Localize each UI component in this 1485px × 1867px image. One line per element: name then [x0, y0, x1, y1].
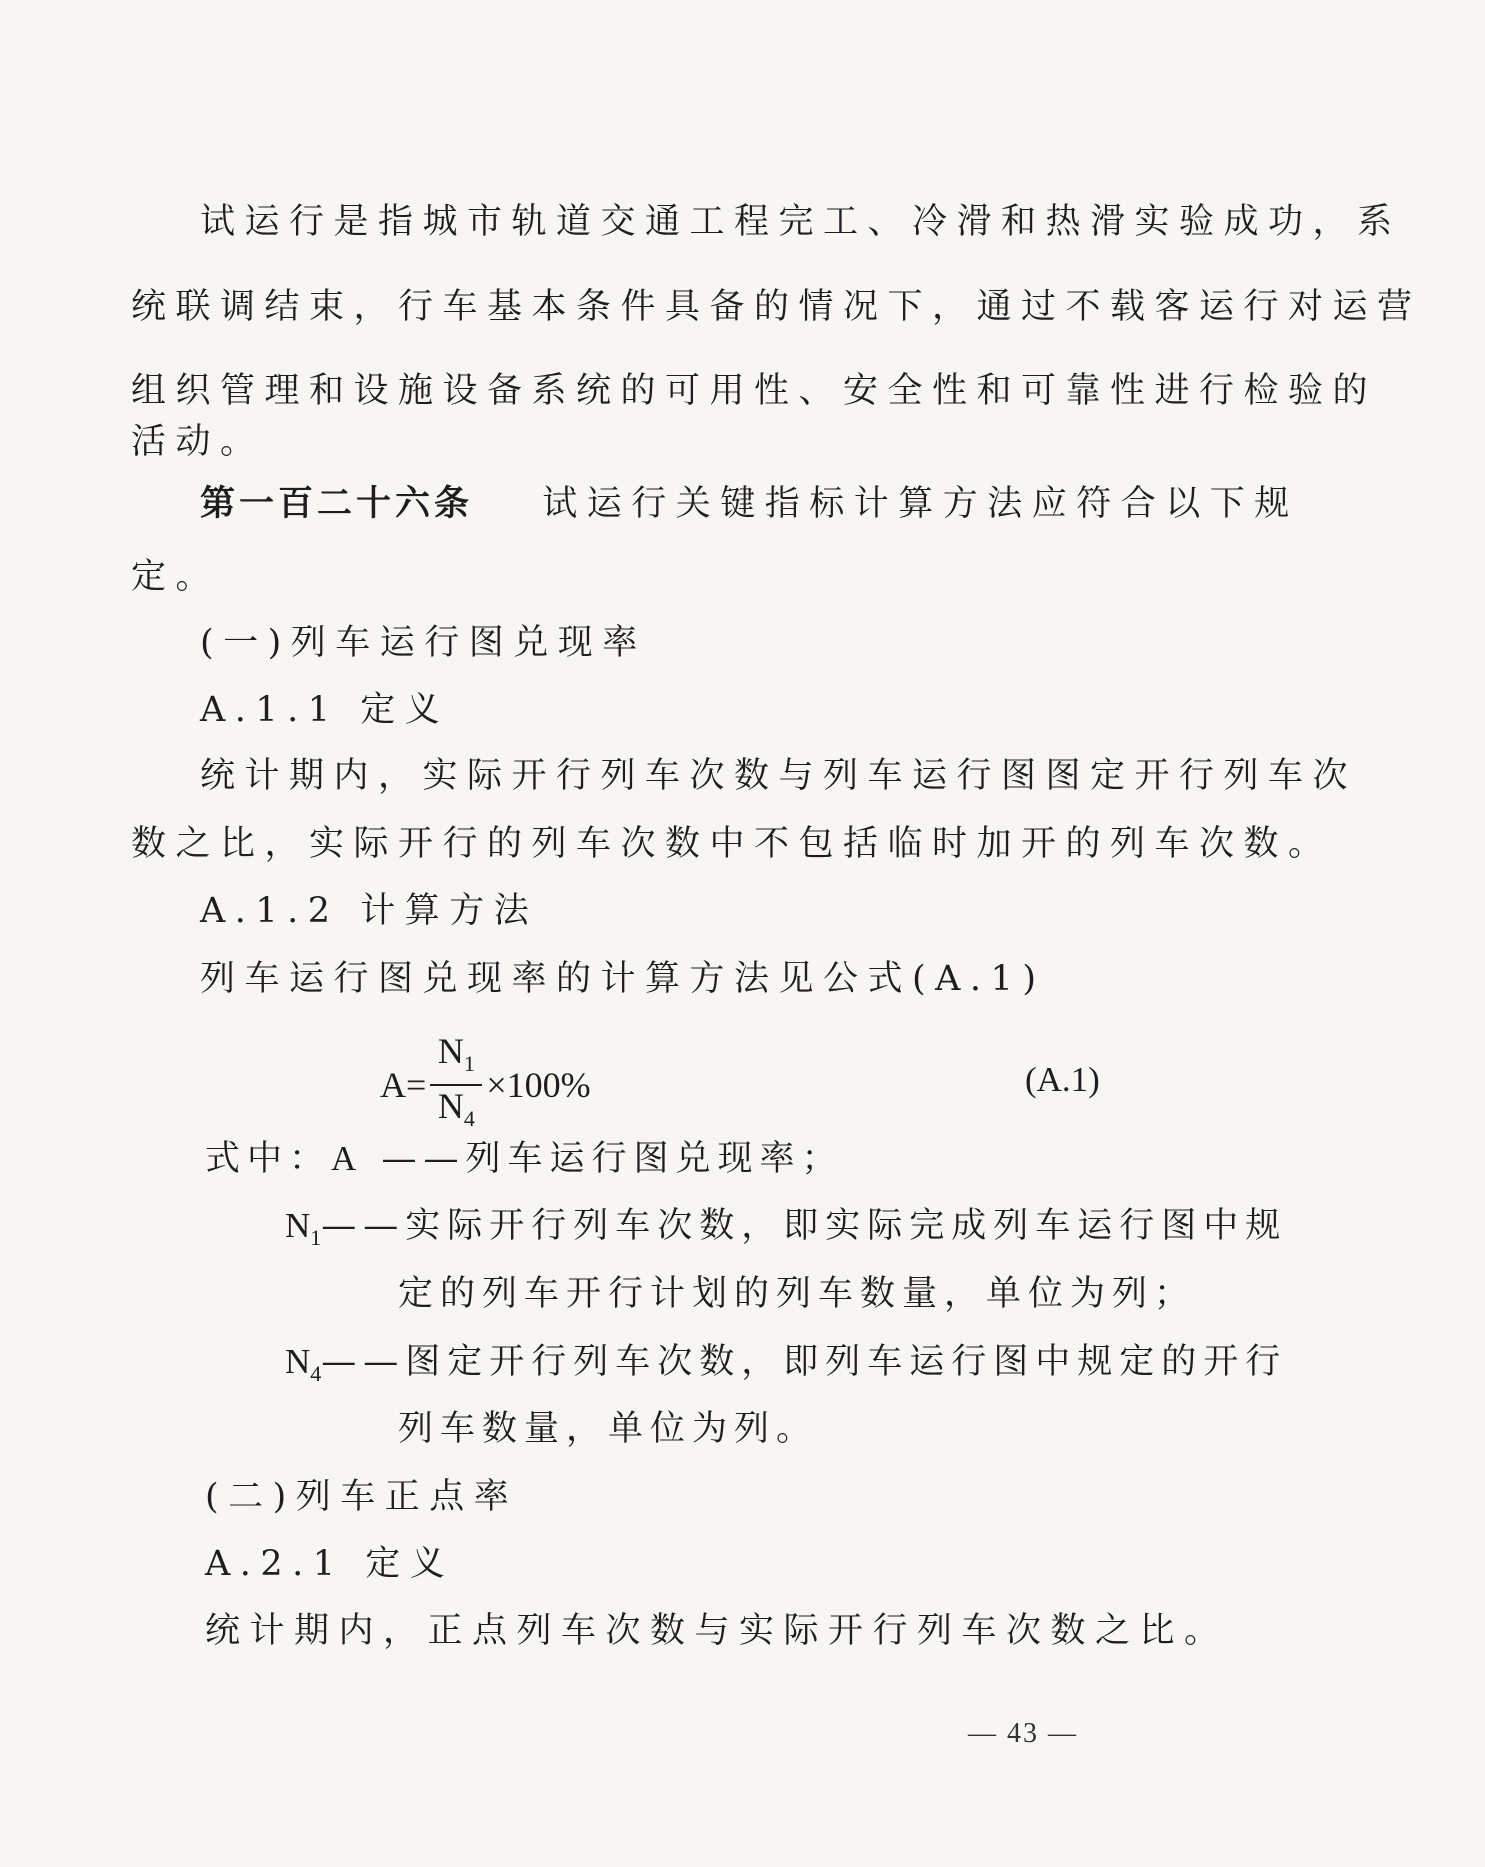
section-1-def-heading: A.1.1 定义 [200, 690, 450, 730]
formula-label: (A.1) [1025, 1060, 1100, 1099]
formula-a1 [380, 1030, 591, 1140]
paragraph-1-line-1: 试运行是指城市轨道交通工程完工、冷滑和热滑实验成功，系 [200, 202, 1402, 242]
formula-lhs: A= [380, 1065, 427, 1105]
formula-denominator: $N_4$ [437, 1086, 475, 1132]
section-2-def-line-1: 统计期内，正点列车次数与实际开行列车次数之比。 [205, 1611, 1229, 1651]
formula-fraction [430, 1031, 482, 1139]
paragraph-1-line-4: 活动。 [131, 422, 265, 462]
article-line-1: 试运行关键指标计算方法应符合以下规 [542, 484, 1299, 524]
page-number: — 43 — [968, 1718, 1078, 1749]
where-a-row [205, 1135, 843, 1183]
section-1-def-line-2: 数之比，实际开行的列车次数中不包括临时加开的列车次数。 [131, 824, 1333, 864]
where-n4-desc-2: 列车数量，单位为列。 [398, 1409, 819, 1449]
where-n1-desc-1: ——实际开行列车次数，即实际完成列车运行图中规 [321, 1206, 1288, 1246]
formula-numerator: $N_1$ [437, 1030, 475, 1076]
article-heading: 第一百二十六条 [200, 483, 474, 524]
where-n4-desc-1: ——图定开行列车次数，即列车运行图中规定的开行 [321, 1342, 1288, 1382]
where-prefix: 式中： [205, 1139, 332, 1179]
section-1-calc-line: 列车运行图兑现率的计算方法见公式(A.1) [200, 959, 1046, 999]
where-n1-symbol: $N_1$ [285, 1206, 322, 1250]
article-heading-row [200, 480, 1480, 528]
section-2-def-heading: A.2.1 定义 [205, 1544, 455, 1584]
section-1-title: (一)列车运行图兑现率 [200, 623, 647, 663]
paragraph-1-line-3: 组织管理和设施设备系统的可用性、安全性和可靠性进行检验的 [131, 371, 1378, 411]
article-line-2: 定。 [131, 557, 221, 597]
where-n1-desc-2: 定的列车开行计划的列车数量，单位为列； [398, 1274, 1197, 1314]
formula-rhs: ×100% [486, 1065, 591, 1105]
where-n4-row [285, 1338, 1287, 1398]
paragraph-1-line-2: 统联调结束，行车基本条件具备的情况下，通过不载客运行对运营 [131, 287, 1422, 327]
section-1-calc-heading: A.1.2 计算方法 [200, 891, 539, 931]
where-n1-row [285, 1202, 1287, 1262]
section-1-def-line-1: 统计期内，实际开行列车次数与列车运行图图定开行列车次 [200, 756, 1358, 796]
where-n4-symbol: $N_4$ [285, 1342, 322, 1386]
where-a-desc: ——列车运行图兑现率； [381, 1139, 844, 1179]
where-a-symbol: A [331, 1139, 364, 1178]
section-2-title: (二)列车正点率 [205, 1477, 519, 1517]
